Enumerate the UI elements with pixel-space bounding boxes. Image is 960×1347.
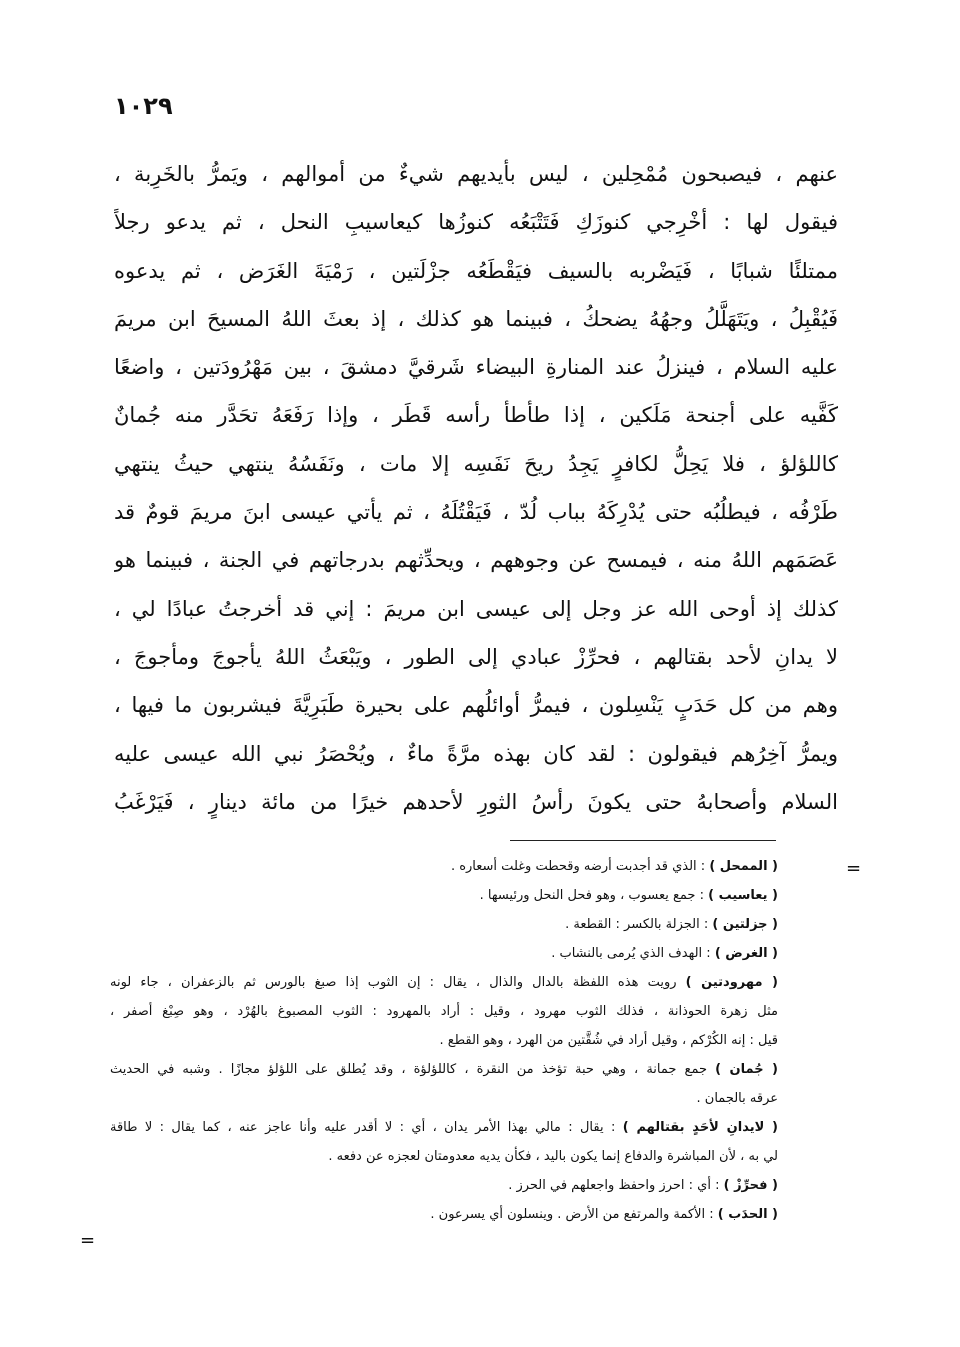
page-number: ١٠٢٩ — [114, 92, 173, 120]
footnote-text: : يقال : مالي بهذا الأمر يدان ، أي : لا أقدر عليه وأنا عاجز عنه ، كما يقال : لا طاقة — [110, 1120, 623, 1135]
footnote-line — [110, 1171, 778, 1200]
footnote-term: ( الغرض ) — [714, 946, 778, 961]
margin-mark-top: = — [846, 858, 862, 879]
footnote-line — [110, 1026, 778, 1055]
footnote-text: : الأكمة والمرتفع من الأرض . وينسلون أي يسرعون . — [430, 1207, 718, 1222]
footnote-text: جمع جمانة ، وهي حبة تؤخذ من النقرة ، كاللؤلؤة ، وقد يُطلق على اللؤلؤ مجازًا . وشبه في الحديث — [110, 1062, 716, 1077]
footnote-line — [110, 968, 778, 997]
text-line: ممتلئًا شبابًا ، فَيَضْربه بالسيف فيَقْطَعُه جزْلَتين ، رَمْيَةَ الغَرَض ، ثم يدعوه — [114, 258, 838, 283]
footnote-line — [110, 1055, 778, 1084]
footnote-line — [110, 852, 778, 881]
footnote-term: ( جزلتين ) — [712, 917, 778, 932]
footnote-text: : جمع يعسوب ، وهو فحل النحل ورئيسها . — [479, 888, 709, 903]
text-line: ويمرُّ آخِرُهم فيقولون : لقد كان بهذه مرَّةً ماءٌ ، ويُحْصَرُ نبي الله عيسى عليه — [114, 741, 838, 766]
text-line: لا يدانِ لأحد بقتالهم ، فحرِّزْ عبادي إلى الطور ، ويَبْعَثُ اللهُ يأجوجَ ومأجوجَ ، — [114, 644, 838, 669]
text-line: السلام وأصحابهُ حتى يكونَ رأسُ الثورِ لأحدهم خيرًا من مائة دينارٍ ، فَيَرْغَبُ — [114, 789, 838, 814]
footnote-divider — [510, 840, 776, 841]
footnote-line — [110, 939, 778, 968]
footnote-term: ( مهرودتين ) — [685, 975, 778, 990]
footnote-line — [110, 1113, 778, 1142]
footnote-text: رويت هذه اللفظة بالدال والذال ، يقال : إن الثوب إذا صبغ بالورس ثم بالزعفران ، جاء لونه — [110, 975, 686, 990]
text-line: كَفَّيه على أجنحة مَلَكين ، إذا طأطأ رأسه قَطَر ، وإذا رَفَعَهُ تحَدَّر منه جُمانٌ — [114, 403, 838, 428]
footnote-line — [110, 997, 778, 1026]
footnote-line — [110, 1142, 778, 1171]
footnote-text: : الجزلة بالكسر : القطعة . — [565, 917, 713, 932]
footnote-line — [110, 1084, 778, 1113]
footnote-line — [110, 910, 778, 939]
footnote-term: ( فحرِّزْ ) — [723, 1178, 778, 1193]
footnote-text: عرقه بالجمان . — [696, 1091, 778, 1106]
text-line: عليه السلام ، فينزلُ عند المنارةِ البيضاء شَرقيَّ دمشقَ ، بين مَهْرُودَتين ، واضعًا — [114, 355, 838, 380]
margin-mark-bottom: = — [80, 1230, 96, 1251]
text-line: عَصَمَهم اللهُ منه ، فيمسح عن وجوههم ، ويحدِّثهم بدرجاتهم في الجنة ، فبينما هو — [114, 548, 838, 573]
footnote-term: ( الحدَب ) — [717, 1207, 778, 1222]
text-line: طَرْفُه ، فيطلُبُه حتى يُدْرِكَهُ بباب لُدّ ، فَيَقْتُلَهُ ، ثم يأتي عيسى ابنَ مريمَ قومٌ قد — [114, 500, 838, 525]
footnote-term: ( جُمان ) — [715, 1062, 778, 1077]
footnote-text: قيل : إنه الكُرْكم ، وقيل أراد في شُقَّتين من الهرد ، وهو القطع . — [439, 1033, 778, 1048]
text-line: فيقول لها : أخْرِجي كنوزَكِ فَتَتْبَعُه كنوزُها كيعاسيبِ النحل ، ثم يدعو رجلاً — [114, 210, 838, 235]
text-line: فَيُقْبِلُ ، ويَتَهَلَّلُ وجهُهُ يضحكُ ، فبينما هو كذلك ، إذ بعثَ اللهُ المسيحَ ابن مريمَ — [114, 306, 838, 331]
text-line: وهم من كل حَدَبٍ يَنْسِلون ، فيمرُّ أوائلُهم على بحيرة طَبَرِيَّةَ فيشربون ما فيها ، — [114, 693, 838, 718]
footnote-text: لي به ، لأن المباشرة والدفاع إنما يكون باليد ، فكأن يديه معدومتان لعجزه عن دفعه . — [328, 1149, 778, 1164]
footnote-term: ( يعاسيب ) — [708, 888, 778, 903]
footnote-term: ( الممحل ) — [709, 859, 778, 874]
text-line: عنهم ، فيصبحون مُمْحِلين ، ليس بأيديهم شيءٌ من أموالهم ، ويَمرُّ بالخَرِبة ، — [114, 162, 838, 186]
text-line: كاللؤلؤ ، فلا يَحِلُّ لكافرٍ يَجِدُ ريحَ نَفَسِه إلا مات ، ونَفَسُهُ ينتهي حيثُ ينتهي — [114, 451, 838, 476]
footnote-text: : الهدف الذي يُرمى بالنشاب . — [551, 946, 715, 961]
text-line: كذلك إذ أوحى الله عز وجل إلى عيسى ابن مريمَ : إني قد أخرجتُ عبادًا لي ، — [114, 596, 838, 621]
main-text — [114, 150, 838, 826]
footnote-text: مثل زهرة الحوذانة ، فذلك الثوب مهرود ، وقيل : أراد بالمهرود : الثوب المصبوغ بالهُرْد ، وهو صِبْغ أصفر ، — [110, 1004, 778, 1019]
footnote-line — [110, 1200, 778, 1229]
footnote-term: ( لايدانِ لأحَدٍ بقتالهم ) — [622, 1120, 778, 1135]
footnotes — [110, 852, 778, 1229]
footnote-line — [110, 881, 778, 910]
footnote-text: : أي : احرز واحفظ واجعلهم في الحرز . — [508, 1178, 724, 1193]
footnote-text: : الذي قد أجدبت أرضه وقحطت وغلت أسعاره . — [450, 859, 710, 874]
